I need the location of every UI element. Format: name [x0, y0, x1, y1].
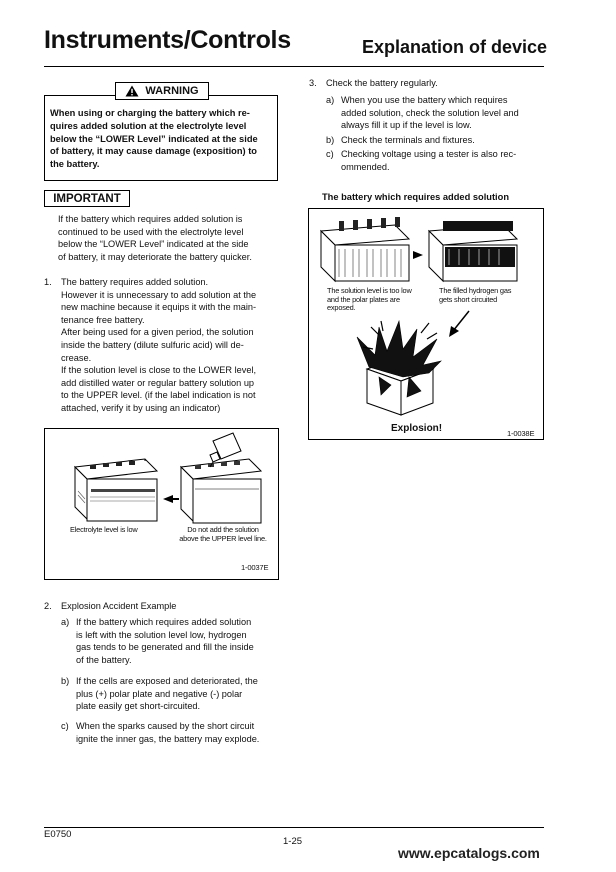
- item2c-text: [76, 720, 279, 745]
- warning-line: of battery, it may cause damage (exposition) to: [50, 146, 257, 157]
- item2a-line: If the battery which requires added solution: [76, 617, 252, 627]
- item2-number: 2.: [44, 601, 52, 611]
- item2b-text: [76, 675, 279, 713]
- item2c-line: When the sparks caused by the short circuit: [76, 721, 255, 731]
- item3a-line: always fill it up if the level is low.: [341, 120, 472, 131]
- model-code: E0750: [44, 829, 72, 840]
- figure2-caption-right-line: The filled hydrogen gas: [439, 286, 512, 295]
- item3b-text: [341, 134, 544, 147]
- item1-line: However it is unnecessary to add solution at the: [61, 289, 257, 300]
- important-line: of battery, it may deteriorate the battery quicker.: [58, 251, 252, 262]
- item1-line: inside the battery (dilute sulfuric acid) will de-: [61, 339, 244, 350]
- figure1-caption-right-line: Do not add the solution: [187, 525, 259, 534]
- warning-line: quires added solution at the electrolyte level: [50, 120, 247, 131]
- warning-text: [50, 107, 274, 171]
- item1-line: The battery requires added solution.: [61, 277, 209, 287]
- item2a-marker: a): [61, 617, 70, 627]
- item2a-line: gas tends to be generated and fill the inside: [76, 642, 254, 653]
- figure1-caption-right: [173, 526, 273, 543]
- item1-line: new machine because it equips it with the main-: [61, 302, 257, 313]
- item2a-line: of the battery.: [76, 654, 132, 665]
- item1-line: attached, verify it by using an indicator): [61, 402, 221, 413]
- item2a-line: is left with the solution level low, hydrogen: [76, 629, 247, 640]
- figure2-caption-left-line: The solution level is too low: [327, 286, 412, 295]
- item3a-line: When you use the battery which requires: [341, 95, 508, 105]
- item1-line: After being used for a given period, the solution: [61, 327, 254, 338]
- figure1-caption-right-line: above the UPPER level line.: [179, 533, 267, 543]
- item3c-line: Checking voltage using a tester is also rec-: [341, 149, 517, 159]
- figure1-code: 1-0037E: [241, 563, 269, 572]
- figure1-caption-left: Electrolyte level is low: [70, 525, 138, 534]
- item3b-marker: b): [326, 135, 335, 145]
- figure2-caption-right-line: gets short circuited: [439, 294, 498, 304]
- item3c-marker: c): [326, 149, 334, 159]
- item2b-line: plus (+) polar plate and negative (-) polar: [76, 688, 243, 699]
- figure2-caption-right: [439, 287, 539, 304]
- item2b-line: If the cells are exposed and deteriorated, the: [76, 676, 258, 686]
- item2c-marker: c): [61, 721, 69, 731]
- item3a-text: [341, 94, 544, 132]
- section-title: Explanation of device: [362, 37, 548, 57]
- item1-number: 1.: [44, 277, 52, 287]
- warning-line: the battery.: [50, 159, 100, 170]
- item2b-line: plate easily get short-circuited.: [76, 701, 201, 712]
- item3-number: 3.: [309, 78, 317, 88]
- figure2-caption-left-line: exposed.: [327, 303, 356, 312]
- warning-label-text: WARNING: [145, 85, 199, 97]
- important-label: IMPORTANT: [44, 190, 130, 207]
- figure-battery-level: [44, 428, 279, 580]
- footer-rule: [44, 827, 544, 828]
- explosion-illustration: [309, 209, 543, 439]
- item1-line: to the UPPER level. (if the label indication is not: [61, 390, 256, 401]
- item3b-line: Check the terminals and fixtures.: [341, 135, 475, 145]
- item3c-text: [341, 148, 544, 173]
- figure2-heading: The battery which requires added solution: [322, 192, 510, 202]
- figure-explosion: [308, 208, 544, 440]
- explosion-label: Explosion!: [391, 423, 443, 434]
- important-text: [58, 213, 279, 263]
- watermark: www.epcatalogs.com: [398, 845, 540, 861]
- item2-title: Explosion Accident Example: [61, 601, 177, 611]
- item2c-line: ignite the inner gas, the battery may explode.: [76, 733, 260, 744]
- item1-line: If the solution level is close to the LOWER level,: [61, 365, 257, 376]
- page-title: Instruments/Controls: [44, 26, 291, 54]
- item1-text: [61, 276, 279, 415]
- important-line: If the battery which requires added solution is: [58, 214, 243, 224]
- important-line: continued to be used with the electrolyte level: [58, 226, 244, 237]
- important-line: below the “LOWER Level” indicated at the side: [58, 239, 249, 250]
- item2a-text: [76, 616, 279, 666]
- figure2-caption-left: [327, 287, 427, 313]
- item3a-line: added solution, check the solution level and: [341, 107, 519, 118]
- figure2-code: 1-0038E: [507, 429, 535, 438]
- header-rule: [44, 66, 544, 67]
- item2b-marker: b): [61, 676, 70, 686]
- item1-line: crease.: [61, 352, 92, 363]
- item1-line: tenance free battery.: [61, 314, 145, 325]
- item3c-line: ommended.: [341, 161, 390, 172]
- figure2-caption-left-line: and the polar plates are: [327, 294, 400, 304]
- warning-triangle-icon: [125, 85, 139, 97]
- item3a-marker: a): [326, 95, 335, 105]
- warning-label: [115, 82, 209, 100]
- battery-level-illustration: [45, 429, 278, 579]
- item3-title: Check the battery regularly.: [326, 78, 438, 88]
- page-number: 1-25: [283, 836, 303, 847]
- item1-line: add distilled water or regular battery solution up: [61, 377, 255, 388]
- warning-line: When using or charging the battery which re-: [50, 108, 250, 118]
- warning-line: below the “LOWER Level” indicated at the side: [50, 133, 258, 144]
